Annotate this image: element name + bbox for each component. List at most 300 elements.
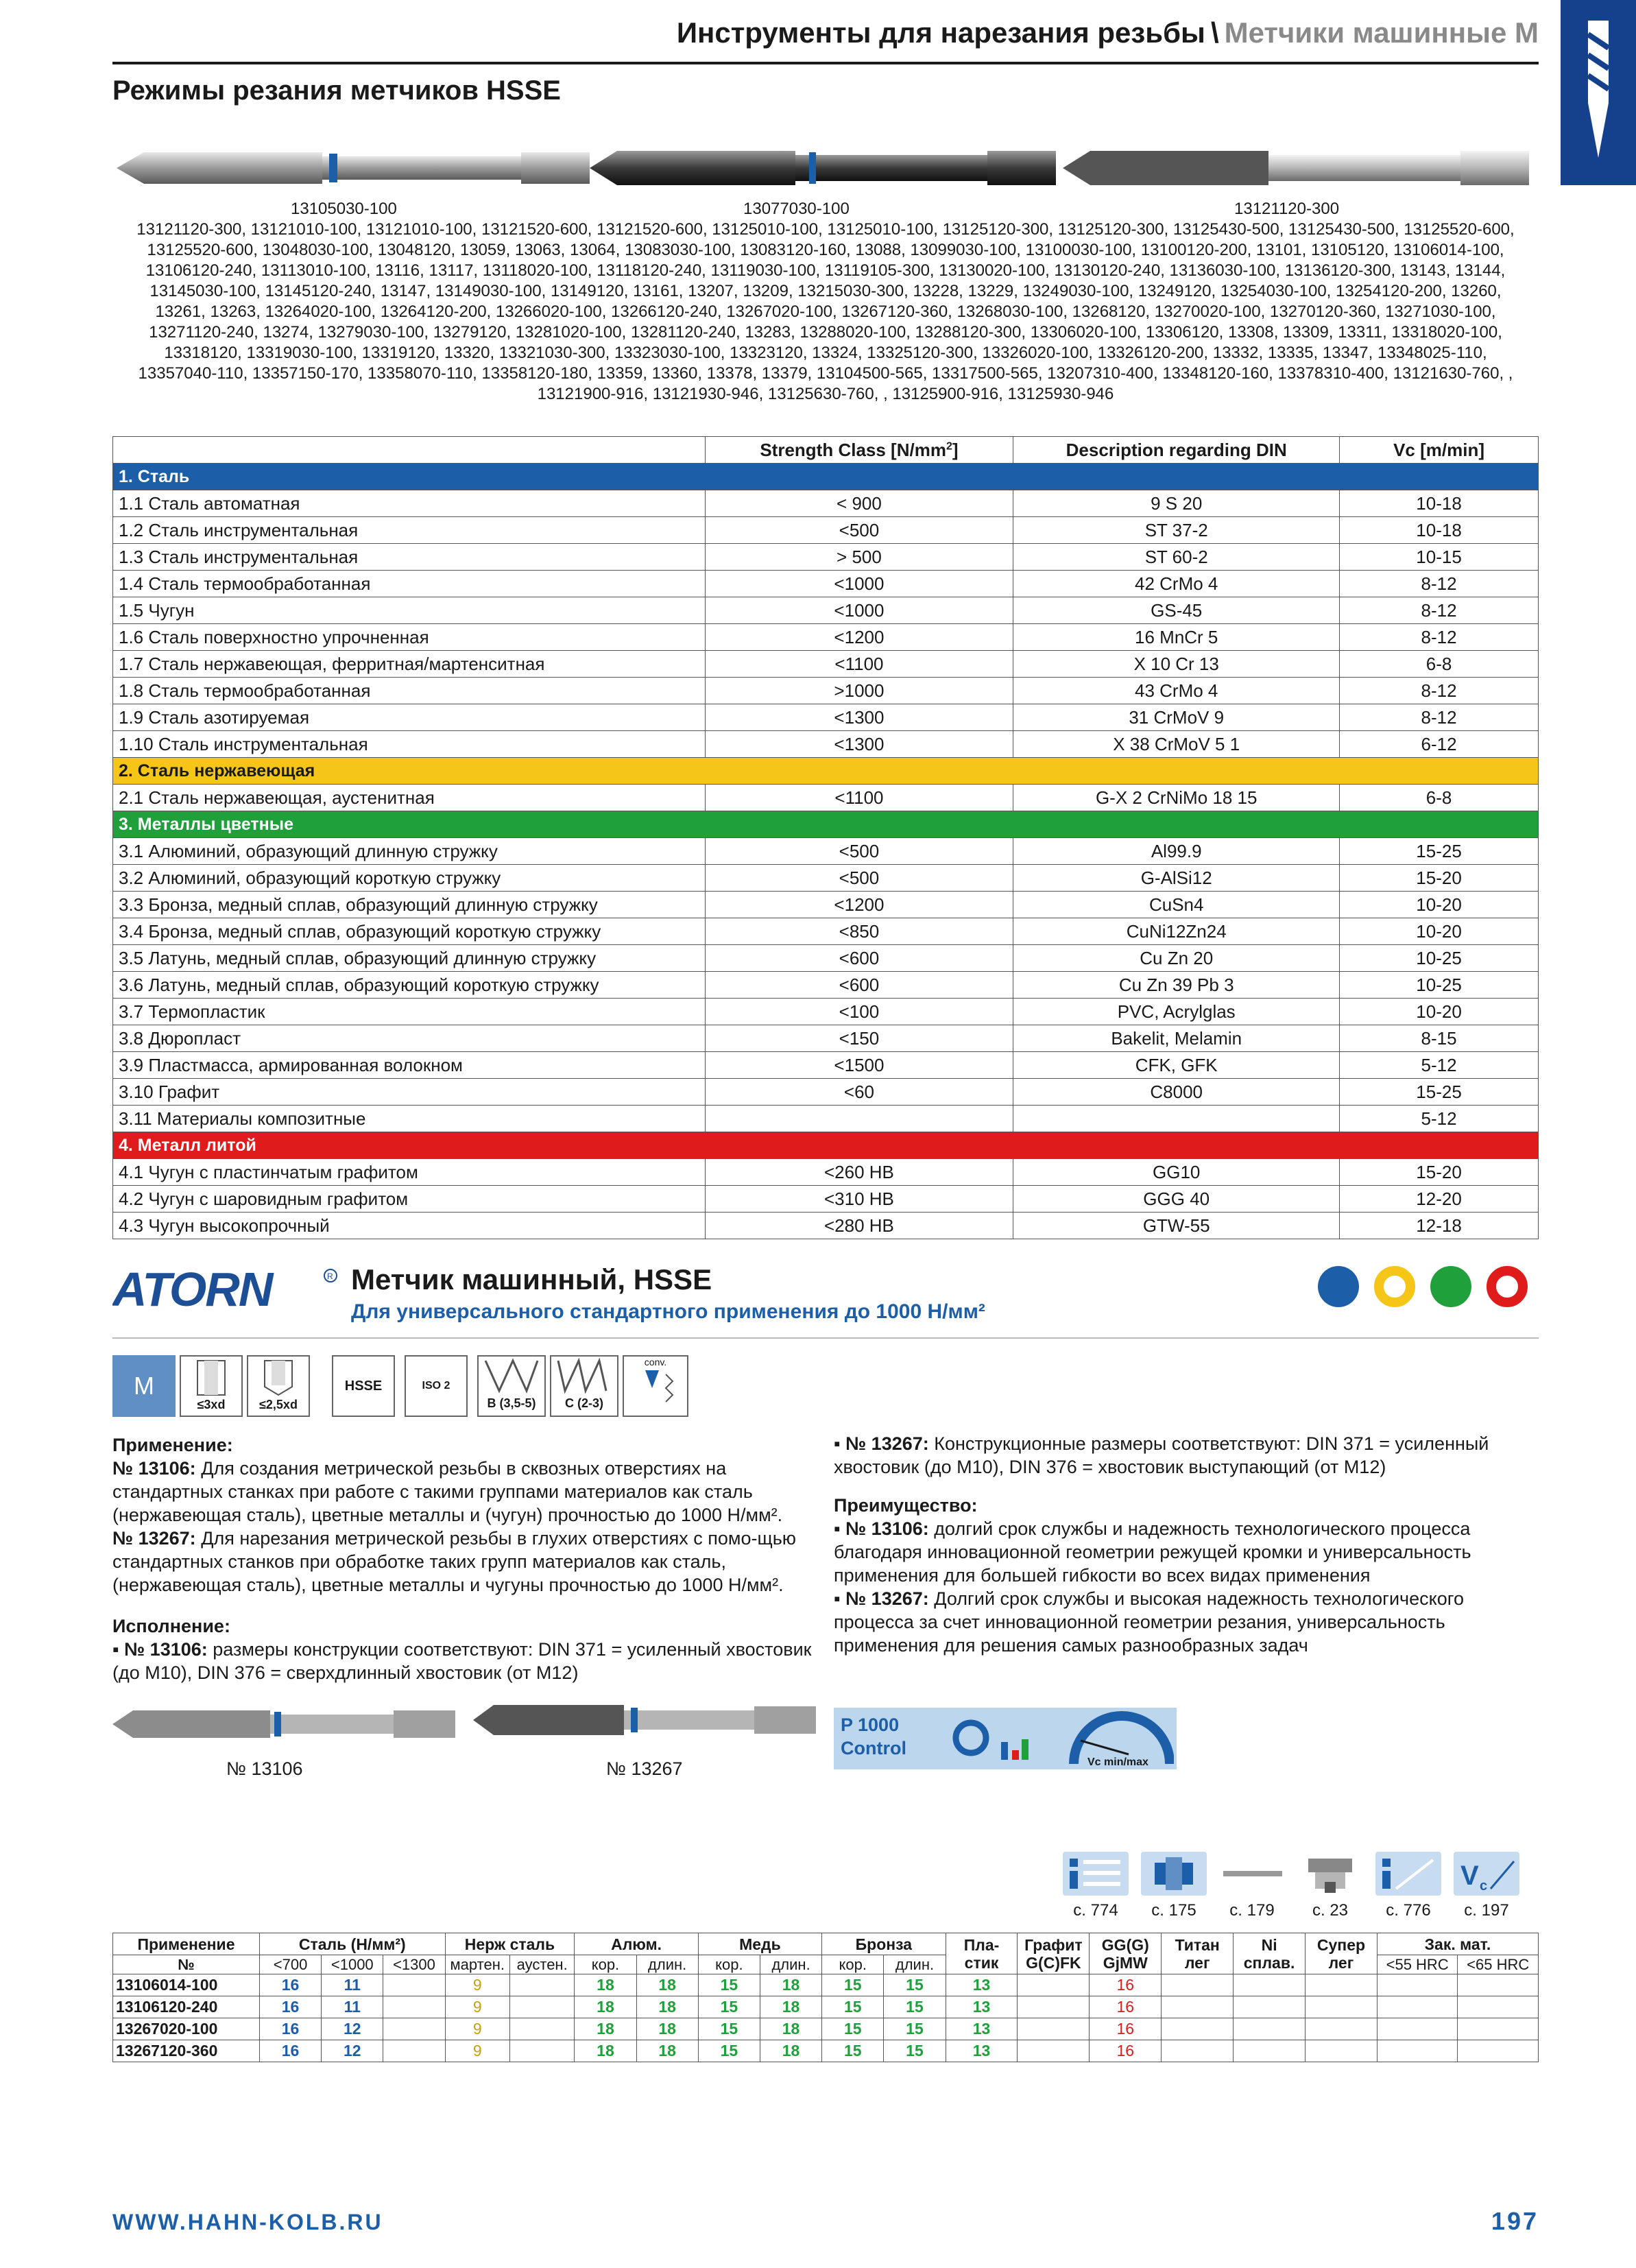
- cell-al1: 18: [575, 2040, 636, 2062]
- cell-id: 13106014-100: [113, 1974, 260, 1996]
- execution-advantage-text: [834, 1432, 1539, 1657]
- cell-gg: 16: [1090, 2040, 1162, 2062]
- vc-cell: 5-12: [1340, 1052, 1539, 1079]
- adv-1-num: № 13106:: [845, 1518, 929, 1539]
- exec-1-text: размеры конструкции соответствуют: DIN 371 = усиленный хвостовик (до М10), DIN 376 = сверхдлинный хвостовик (от М12): [112, 1639, 812, 1683]
- cell-b: 11: [322, 1974, 383, 1996]
- cell-al2: 18: [636, 2040, 698, 2062]
- header-rule: [112, 62, 1539, 64]
- cell-n: 9: [445, 2040, 509, 2062]
- cell-empty: [1162, 2018, 1234, 2040]
- header-cell: Алюм.: [575, 1933, 698, 1955]
- vc-cell: 5-12: [1340, 1106, 1539, 1132]
- cell-empty: [1458, 2018, 1539, 2040]
- chamfer-c-value: (2-3): [577, 1396, 604, 1410]
- tap-image-1: [117, 144, 590, 192]
- din-cell: [1013, 1106, 1340, 1132]
- table-row: [113, 517, 1539, 544]
- p1000-control-badge: [834, 1708, 1177, 1769]
- cell-b: 12: [322, 2040, 383, 2062]
- group-title: 1. Сталь: [113, 464, 1539, 490]
- header-cell: Сталь (Н/мм²): [259, 1933, 445, 1955]
- cell-empty: [1162, 2040, 1234, 2062]
- info-list-icon: [1063, 1852, 1129, 1896]
- din-cell: X 10 Cr 13: [1013, 651, 1340, 678]
- page-ref: с. 175: [1151, 1901, 1196, 1920]
- cell-cu1: 15: [698, 1996, 760, 2018]
- table-row: [113, 865, 1539, 892]
- vc-cell: 15-20: [1340, 865, 1539, 892]
- material-cell: 1.9 Сталь азотируемая: [113, 704, 706, 731]
- din-cell: ST 60-2: [1013, 544, 1340, 571]
- vc-cell: 12-20: [1340, 1186, 1539, 1213]
- header-cell: Нерж сталь: [445, 1933, 575, 1955]
- cutting-data-table: [112, 436, 1539, 1239]
- material-dot-steel: [1318, 1266, 1359, 1307]
- material-cell: 1.1 Сталь автоматная: [113, 490, 706, 517]
- cell-id: 13106120-240: [113, 1996, 260, 2018]
- p1000-gauge-label: Vc min/max: [1087, 1756, 1148, 1767]
- table-row: [113, 785, 1539, 811]
- group-header-row: [113, 464, 1539, 490]
- cell-b: 11: [322, 1996, 383, 2018]
- exec-2-num: № 13267:: [845, 1433, 929, 1454]
- cell-cu2: 18: [760, 1974, 821, 1996]
- strength-cell: <1100: [705, 785, 1013, 811]
- cell-gg: 16: [1090, 2018, 1162, 2040]
- cell-al1: 18: [575, 1974, 636, 1996]
- cell-empty: [1234, 1996, 1306, 2018]
- vc-cell: 15-20: [1340, 1159, 1539, 1186]
- tool-codes: 13121120-300, 13121010-100, 13121010-100, 13121520-600, 13121520-600, 13125010-100, 13125010-100, 13125120-300, 13125120-300, 13125430-500, 13125430-500, 13125520-600, 13125520-600, 13048030-100, 13048120, 13059, 13063, 13064, 13083030-100, 13083120-160, 13088, 13099030-100, 13100030-100, 13100120-200, 13101, 13105120, 13106014-100, 13106120-240, 13113010-100, 13116, 13117, 13118020-100, 13118120-240, 13119030-100, 13119105-300, 13130020-100, 13130120-240, 13136030-100, 13136120-300, 13143, 13144, 13145030-100, 13145120-240, 13147, 13149030-100, 13149120, 13161, 13207, 13209, 13215030-300, 13228, 13229, 13249030-100, 13249120, 13254030-100, 13254120-200, 13260, 13261, 13263, 13264020-100, 13264120-200, 13266020-100, 13266120-240, 13267020-100, 13267120-360, 13268030-100, 13268120, 13270020-100, 13270120-360, 13271030-100, 13271120-240, 13274, 13279030-100, 13279120, 13281020-100, 13281120-240, 13283, 13288020-100, 13288120-300, 13306020-100, 13306120, 13308, 13309, 13311, 13318020-100, 13318120, 13319030-100, 13319120, 13320, 13321030-300, 13323030-100, 13323120, 13324, 13325120-300, 13326020-100, 13326120-200, 13332, 13335, 13347, 13348025-110, 13357040-110, 13357150-170, 13358070-110, 13358120-180, 13359, 13360, 13378, 13379, 13104500-565, 13317500-565, 13207310-400, 13348120-160, 13378310-400, 13121630-760, , 13121900-916, 13121930-946, 13125630-760, , 13125900-916, 13125930-946: [136, 220, 1515, 403]
- cell-cu2: 18: [760, 1996, 821, 2018]
- material-cell: 3.9 Пластмасса, армированная волокном: [113, 1052, 706, 1079]
- material-cell: 4.2 Чугун с шаровидным графитом: [113, 1186, 706, 1213]
- strength-cell: > 500: [705, 544, 1013, 571]
- adv-2-text: Долгий срок службы и высокая надежность технологического процесса за счет инновационной геометрии резания, универсальность применения для решения самых разнообразных задач: [834, 1588, 1465, 1656]
- group-title: 3. Металлы цветные: [113, 811, 1539, 838]
- p1000-line1: P 1000: [841, 1715, 900, 1735]
- atorn-logo: [112, 1266, 339, 1314]
- material-cell: 1.6 Сталь поверхностно упрочненная: [113, 624, 706, 651]
- header-subsection: Метчики машинные М: [1224, 16, 1539, 49]
- subheader-cell: <1300: [383, 1955, 445, 1974]
- header-cell: Супер лег: [1306, 1933, 1378, 1974]
- cell-al1: 18: [575, 2018, 636, 2040]
- header-cell: Description regarding DIN: [1013, 437, 1340, 464]
- header-cell: Vc [m/min]: [1340, 437, 1539, 464]
- tap-13106-label: № 13106: [226, 1758, 303, 1779]
- header-cell: Бронза: [822, 1933, 946, 1955]
- material-cell: 1.4 Сталь термообработанная: [113, 571, 706, 597]
- cell-br1: 15: [822, 2040, 884, 2062]
- chamfer-b-icon: [477, 1355, 546, 1417]
- vc-cell: 10-20: [1340, 892, 1539, 918]
- subheader-cell: кор.: [698, 1955, 760, 1974]
- strength-cell: [705, 1106, 1013, 1132]
- cell-empty: [1458, 1996, 1539, 2018]
- vc-cell: 15-25: [1340, 838, 1539, 865]
- conv-label: conv.: [644, 1357, 667, 1368]
- cell-empty: [1018, 2018, 1090, 2040]
- strength-cell: <1000: [705, 597, 1013, 624]
- din-cell: X 38 CrMoV 5 1: [1013, 731, 1340, 758]
- hsse-label: HSSE: [344, 1378, 383, 1394]
- cell-empty: [383, 1974, 445, 1996]
- cell-empty: [1162, 1996, 1234, 2018]
- app-p2-text: Для нарезания метрической резьбы в глухих отверстиях с помо-щью стандартных станков при обработке таких групп материалов как сталь, (нержавеющая сталь), цветные металлы и чугуны прочностью до 1000 Н/мм².: [112, 1528, 797, 1595]
- svg-text:R: R: [327, 1272, 333, 1281]
- table-row: [113, 972, 1539, 999]
- cell-cu1: 15: [698, 2040, 760, 2062]
- cell-br2: 15: [884, 1996, 946, 2018]
- cell-br2: 15: [884, 2018, 946, 2040]
- through-hole-icon: [180, 1355, 243, 1417]
- din-cell: 31 CrMoV 9: [1013, 704, 1340, 731]
- cell-empty: [509, 1974, 574, 1996]
- subheader-cell: <700: [259, 1955, 321, 1974]
- svg-text:c: c: [1480, 1878, 1488, 1894]
- table-row: [113, 1079, 1539, 1106]
- cell-empty: [1377, 1974, 1457, 1996]
- cell-empty: [1018, 1974, 1090, 1996]
- table-row: [113, 651, 1539, 678]
- din-cell: Bakelit, Melamin: [1013, 1025, 1340, 1052]
- strength-cell: <310 HB: [705, 1186, 1013, 1213]
- advantage-heading: Преимущество:: [834, 1495, 978, 1516]
- subheader-cell: мартен.: [445, 1955, 509, 1974]
- table-row: [113, 1106, 1539, 1132]
- cell-br1: 15: [822, 2018, 884, 2040]
- page-ref: с. 774: [1073, 1901, 1118, 1920]
- p1000-gauge-icon: [943, 1710, 1174, 1767]
- group-header-row: [113, 1132, 1539, 1159]
- table-row: [113, 2040, 1539, 2062]
- group-header-row: [113, 758, 1539, 785]
- cell-n: 9: [445, 1974, 509, 1996]
- strength-cell: <60: [705, 1079, 1013, 1106]
- execution-heading: Исполнение:: [112, 1616, 230, 1636]
- strength-cell: <600: [705, 945, 1013, 972]
- subheader-cell: длин.: [636, 1955, 698, 1974]
- material-cell: 3.1 Алюминий, образующий длинную стружку: [113, 838, 706, 865]
- application-text: [112, 1433, 812, 1684]
- cell-empty: [1458, 1974, 1539, 1996]
- cell-pl: 13: [946, 1996, 1018, 2018]
- table-row: [113, 1159, 1539, 1186]
- material-cell: 3.2 Алюминий, образующий короткую стружку: [113, 865, 706, 892]
- chip-flow-icon: [623, 1355, 688, 1417]
- tap-13106-image: [112, 1705, 455, 1743]
- table-row: [113, 1974, 1539, 1996]
- strength-cell: <1100: [705, 651, 1013, 678]
- cell-gg: 16: [1090, 1974, 1162, 1996]
- material-cell: 1.2 Сталь инструментальная: [113, 517, 706, 544]
- material-cell: 4.3 Чугун высокопрочный: [113, 1213, 706, 1239]
- cell-id: 13267020-100: [113, 2018, 260, 2040]
- product-subtitle: Для универсального стандартного применения до 1000 Н/мм²: [351, 1300, 985, 1323]
- din-cell: 9 S 20: [1013, 490, 1340, 517]
- cell-empty: [1306, 2040, 1378, 2062]
- cell-br1: 15: [822, 1974, 884, 1996]
- chamfer-b-value: (3,5-5): [499, 1396, 536, 1410]
- material-cell: 3.6 Латунь, медный сплав, образующий короткую стружку: [113, 972, 706, 999]
- din-cell: GTW-55: [1013, 1213, 1340, 1239]
- strength-cell: <280 HB: [705, 1213, 1013, 1239]
- chamfer-c-icon: [550, 1355, 618, 1417]
- din-cell: Al99.9: [1013, 838, 1340, 865]
- vc-cell: 8-15: [1340, 1025, 1539, 1052]
- table-row: [113, 838, 1539, 865]
- cell-al2: 18: [636, 2018, 698, 2040]
- header-cell: Зак. мат.: [1377, 1933, 1538, 1955]
- product-title: Метчик машинный, HSSE: [351, 1263, 712, 1296]
- svg-text:ATORN: ATORN: [112, 1266, 272, 1314]
- strength-cell: <500: [705, 517, 1013, 544]
- material-cell: 3.8 Дюропласт: [113, 1025, 706, 1052]
- vc-cell: 6-8: [1340, 651, 1539, 678]
- material-cell: 3.10 Графит: [113, 1079, 706, 1106]
- vc-cell: 10-15: [1340, 544, 1539, 571]
- strength-cell: <1200: [705, 624, 1013, 651]
- header-cell: Применение: [113, 1933, 260, 1955]
- drill-icon: [1574, 21, 1622, 165]
- material-cell: 3.5 Латунь, медный сплав, образующий длинную стружку: [113, 945, 706, 972]
- cell-pl: 13: [946, 2040, 1018, 2062]
- subheader-cell: <55 HRC: [1377, 1955, 1457, 1974]
- table-row: [113, 1186, 1539, 1213]
- cell-n: 9: [445, 2018, 509, 2040]
- table-row: [113, 571, 1539, 597]
- depth-label-2: ≤2,5xd: [259, 1398, 298, 1411]
- holder-icon: [1141, 1852, 1207, 1896]
- strength-cell: <500: [705, 865, 1013, 892]
- adv-1-text: долгий срок службы и надежность технологического процесса благодаря инновационной геометрии режущей кромки и универсальность применения для большей гибкости во всех видах применения: [834, 1518, 1471, 1586]
- subheader-cell: аустен.: [509, 1955, 574, 1974]
- table-row: [113, 2018, 1539, 2040]
- din-cell: PVC, Acrylglas: [1013, 999, 1340, 1025]
- material-dot-nonferrous: [1430, 1266, 1471, 1307]
- page-ref: с. 23: [1312, 1901, 1349, 1920]
- table-row: [113, 918, 1539, 945]
- cell-a: 16: [259, 1974, 321, 1996]
- subheader-cell: <1000: [322, 1955, 383, 1974]
- strength-cell: < 900: [705, 490, 1013, 517]
- table-header-row: [113, 437, 1539, 464]
- din-cell: 16 MnCr 5: [1013, 624, 1340, 651]
- material-cell: 1.5 Чугун: [113, 597, 706, 624]
- cell-empty: [1377, 1996, 1457, 2018]
- cell-cu2: 18: [760, 2018, 821, 2040]
- cell-n: 9: [445, 1996, 509, 2018]
- strength-cell: >1000: [705, 678, 1013, 704]
- material-cell: 1.8 Сталь термообработанная: [113, 678, 706, 704]
- din-cell: GGG 40: [1013, 1186, 1340, 1213]
- strength-cell: <850: [705, 918, 1013, 945]
- vc-cell: 10-20: [1340, 999, 1539, 1025]
- cell-al2: 18: [636, 1996, 698, 2018]
- cell-empty: [1377, 2040, 1457, 2062]
- vc-cell: 8-12: [1340, 678, 1539, 704]
- subheader-cell: длин.: [884, 1955, 946, 1974]
- cell-cu2: 18: [760, 2040, 821, 2062]
- header-cell: GG(G) GjMW: [1090, 1933, 1162, 1974]
- footer-url[interactable]: WWW.HAHN-KOLB.RU: [112, 2210, 383, 2234]
- table-row: [113, 892, 1539, 918]
- cell-br2: 15: [884, 1974, 946, 1996]
- subheader-cell: №: [113, 1955, 260, 1974]
- material-cell: 3.7 Термопластик: [113, 999, 706, 1025]
- din-cell: C8000: [1013, 1079, 1340, 1106]
- strength-cell: <500: [705, 838, 1013, 865]
- app-p2-num: № 13267:: [112, 1528, 196, 1549]
- cell-empty: [509, 2040, 574, 2062]
- vc-cell: 10-25: [1340, 945, 1539, 972]
- material-cell: 1.7 Сталь нержавеющая, ферритная/мартенситная: [113, 651, 706, 678]
- vc-cell: 15-25: [1340, 1079, 1539, 1106]
- depth-label-1: ≤3xd: [197, 1398, 226, 1411]
- vc-cell: 10-18: [1340, 490, 1539, 517]
- table-row: [113, 704, 1539, 731]
- cell-br2: 15: [884, 2040, 946, 2062]
- vc-cell: 8-12: [1340, 597, 1539, 624]
- strength-cell: <1300: [705, 731, 1013, 758]
- cell-b: 12: [322, 2018, 383, 2040]
- vc-cell: 10-20: [1340, 918, 1539, 945]
- vc-cell: 10-25: [1340, 972, 1539, 999]
- table-row: [113, 490, 1539, 517]
- cell-empty: [383, 2018, 445, 2040]
- cell-empty: [1162, 1974, 1234, 1996]
- vc-cell: 6-12: [1340, 731, 1539, 758]
- cell-empty: [1018, 2040, 1090, 2062]
- tool-images: [117, 137, 1529, 199]
- material-cell: 2.1 Сталь нержавеющая, аустенитная: [113, 785, 706, 811]
- cell-id: 13267120-360: [113, 2040, 260, 2062]
- tap-small-icon: [1219, 1852, 1285, 1896]
- tool-code-list: [112, 199, 1539, 405]
- chamfer-b-label: B: [487, 1396, 496, 1410]
- info-chart-icon: [1375, 1852, 1441, 1896]
- table-row: [113, 731, 1539, 758]
- cell-cu1: 15: [698, 1974, 760, 1996]
- din-cell: CuNi12Zn24: [1013, 918, 1340, 945]
- header-cell: Пла-стик: [946, 1933, 1018, 1974]
- vc-cell: 10-18: [1340, 517, 1539, 544]
- din-cell: ST 37-2: [1013, 517, 1340, 544]
- din-cell: G-X 2 CrNiMo 18 15: [1013, 785, 1340, 811]
- cell-empty: [1234, 1974, 1306, 1996]
- page-number: 197: [1491, 2207, 1539, 2235]
- group-title: 2. Сталь нержавеющая: [113, 758, 1539, 785]
- strength-cell: <600: [705, 972, 1013, 999]
- hsse-icon: [332, 1355, 395, 1417]
- cell-empty: [383, 2040, 445, 2062]
- table-row: [113, 597, 1539, 624]
- cell-empty: [1234, 2040, 1306, 2062]
- tool-ref-1: 13105030-100: [291, 200, 397, 218]
- subheader-cell: кор.: [575, 1955, 636, 1974]
- cell-empty: [1306, 2018, 1378, 2040]
- table-row: [113, 1213, 1539, 1239]
- cell-a: 16: [259, 2040, 321, 2062]
- cell-empty: [1234, 2018, 1306, 2040]
- table-row: [113, 1996, 1539, 2018]
- vc-cell: 6-8: [1340, 785, 1539, 811]
- vc-cell: 8-12: [1340, 704, 1539, 731]
- table-header-row: [113, 1933, 1539, 1955]
- cell-empty: [509, 1996, 574, 2018]
- section-tab: [1561, 0, 1636, 185]
- cell-pl: 13: [946, 2018, 1018, 2040]
- strength-cell: <1200: [705, 892, 1013, 918]
- din-cell: CFK, GFK: [1013, 1052, 1340, 1079]
- tap-image-3: [1063, 144, 1529, 192]
- header-cell: Графит G(C)FK: [1018, 1933, 1090, 1974]
- cell-al1: 18: [575, 1996, 636, 2018]
- table-row: [113, 1025, 1539, 1052]
- p1000-line2: Control: [841, 1738, 906, 1758]
- table-row: [113, 945, 1539, 972]
- subheader-cell: длин.: [760, 1955, 821, 1974]
- cell-a: 16: [259, 2018, 321, 2040]
- cell-empty: [383, 1996, 445, 2018]
- exec-2-text: Конструкционные размеры соответствуют: DIN 371 = усиленный хвостовик (до М10), DIN 376 = хвостовик выступающий (от М12): [834, 1433, 1489, 1477]
- tap-13267-label: № 13267: [606, 1758, 683, 1779]
- page-ref: с. 776: [1386, 1901, 1431, 1920]
- header-cell: Медь: [698, 1933, 821, 1955]
- din-cell: Cu Zn 20: [1013, 945, 1340, 972]
- subheader-cell: <65 HRC: [1458, 1955, 1539, 1974]
- material-dot-stainless: [1374, 1266, 1415, 1307]
- application-speed-table: [112, 1933, 1539, 2062]
- cell-al2: 18: [636, 1974, 698, 1996]
- din-cell: CuSn4: [1013, 892, 1340, 918]
- cell-empty: [1458, 2040, 1539, 2062]
- iso-label: ISO 2: [422, 1380, 450, 1392]
- header-cell: Ni сплав.: [1234, 1933, 1306, 1974]
- vc-cell: 12-18: [1340, 1213, 1539, 1239]
- section-divider: [112, 1337, 1539, 1339]
- material-cell: 3.11 Материалы композитные: [113, 1106, 706, 1132]
- application-heading: Применение:: [112, 1435, 233, 1455]
- group-header-row: [113, 811, 1539, 838]
- table-row: [113, 1052, 1539, 1079]
- table-row: [113, 544, 1539, 571]
- table-row: [113, 999, 1539, 1025]
- table-row: [113, 624, 1539, 651]
- header-title: [677, 16, 1539, 49]
- din-cell: 43 CrMo 4: [1013, 678, 1340, 704]
- din-cell: GG10: [1013, 1159, 1340, 1186]
- cell-gg: 16: [1090, 1996, 1162, 2018]
- cell-empty: [509, 2018, 574, 2040]
- strength-cell: <1300: [705, 704, 1013, 731]
- material-cell: 3.4 Бронза, медный сплав, образующий короткую стружку: [113, 918, 706, 945]
- group-title: 4. Металл литой: [113, 1132, 1539, 1159]
- material-dot-cast: [1487, 1266, 1528, 1307]
- header-cell: Strength Class $[N/mm^2]$: [705, 437, 1013, 464]
- din-cell: G-AlSi12: [1013, 865, 1340, 892]
- app-p1-num: № 13106:: [112, 1458, 196, 1479]
- vc-cell: 8-12: [1340, 571, 1539, 597]
- table-row: [113, 678, 1539, 704]
- cell-pl: 13: [946, 1974, 1018, 1996]
- subheader-cell: кор.: [822, 1955, 884, 1974]
- cell-empty: [1306, 1974, 1378, 1996]
- header-section: Инструменты для нарезания резьбы: [676, 16, 1205, 49]
- cell-a: 16: [259, 1996, 321, 2018]
